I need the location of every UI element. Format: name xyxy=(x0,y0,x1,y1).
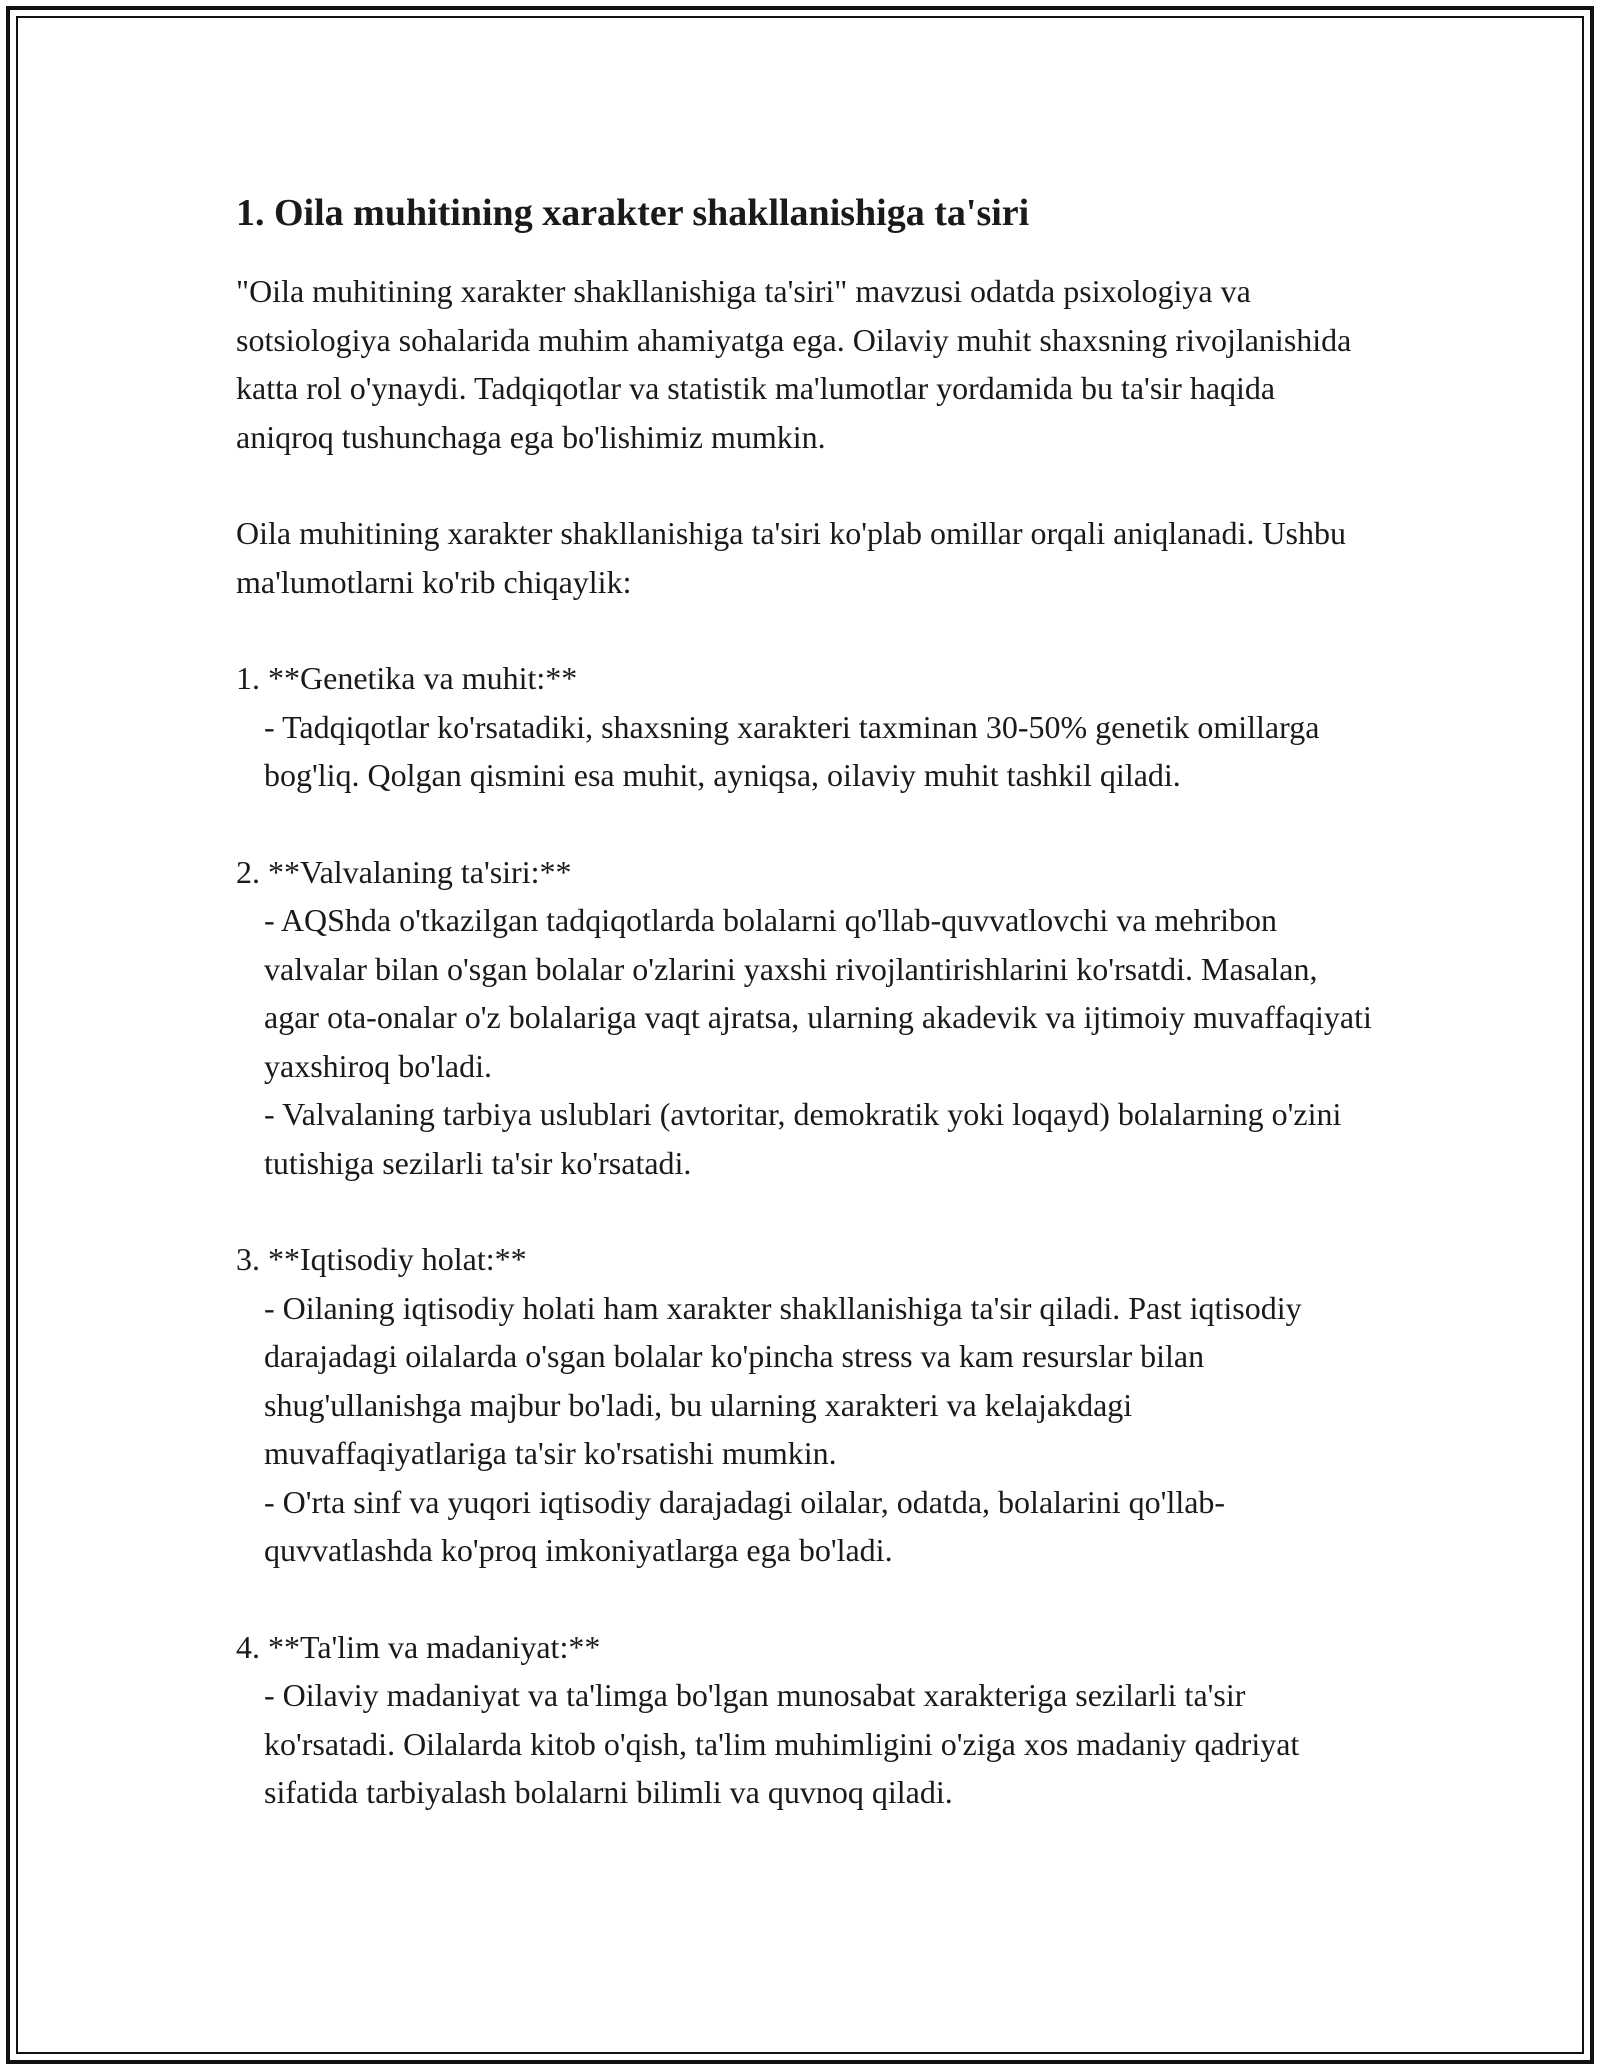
list-item-point: - Oilaviy madaniyat va ta'limga bo'lgan munosabat xarakteriga sezilarli ta'sir ko'rsatadi. Oilalarda kitob o'qish, ta'lim muhimligini o'ziga xos madaniy qadriyat sifatida tarbiyalash bolalarni bilimli va quvnoq qiladi. xyxy=(264,1677,1300,1810)
list-item-parents xyxy=(236,848,1376,1188)
list-item-point: - Tadqiqotlar ko'rsatadiki, shaxsning xarakteri taxminan 30-50% genetik omillarga bog'liq. Qolgan qismini esa muhit, ayniqsa, oilaviy muhit tashkil qiladi. xyxy=(264,708,1320,793)
document-title: 1. Oila muhitining xarakter shakllanishiga ta'siri xyxy=(236,192,1030,234)
list-item-heading: 2. **Valvalaning ta'siri:** xyxy=(236,853,572,890)
list-item-heading: 3. **Iqtisodiy holat:** xyxy=(236,1241,527,1277)
list-item-point: - O'rta sinf va yuqori iqtisodiy darajadagi oilalar, odatda, bolalarini qo'llab-quvvatlashda ko'proq imkoniyatlarga ega bo'ladi. xyxy=(264,1483,1226,1568)
intro-paragraph-2: Oila muhitining xarakter shakllanishiga ta'siri ko'plab omillar orqali aniqlanadi. Ushbu ma'lumotlarni ko'rib chiqaylik: xyxy=(236,515,1346,600)
list-item-education-culture xyxy=(236,1623,1376,1817)
list-item-heading: 4. **Ta'lim va madaniyat:** xyxy=(236,1628,601,1665)
list-item-point: - AQShda o'tkazilgan tadqiqotlarda bolalarni qo'llab-quvvatlovchi va mehribon valvalar bilan o'sgan bolalar o'zlarini yaxshi rivojlantirishlarini ko'rsatdi. Masalan, agar ota-onalar o'z bolalariga vaqt ajratsa, ularning akadevik va ijtimoiy muvaffaqiyati yaxshiroq bo'ladi. xyxy=(264,902,1372,1084)
list-item-economic-status xyxy=(236,1235,1376,1575)
intro-paragraph-1: "Oila muhitining xarakter shakllanishiga ta'siri" mavzusi odatda psixologiya va sotsiologiya sohalarida muhim ahamiyatga ega. Oilaviy muhit shaxsning rivojlanishida katta rol o'ynaydi. Tadqiqotlar va statistik ma'lumotlar yordamida bu ta'sir haqida aniqroq tushunchaga ega bo'lishimiz mumkin. xyxy=(236,273,1352,455)
list-item-point: - Oilaning iqtisodiy holati ham xarakter shakllanishiga ta'sir qiladi. Past iqtisodiy darajadagi oilalarda o'sgan bolalar ko'pincha stress va kam resurslar bilan shug'ullanishga majbur bo'ladi, bu ularning xarakteri va kelajakdagi muvaffaqiyatlariga ta'sir ko'rsatishi mumkin. xyxy=(264,1289,1302,1471)
list-item-genetics xyxy=(236,654,1376,800)
document-body xyxy=(236,185,1376,1817)
list-item-heading: 1. **Genetika va muhit:** xyxy=(236,660,578,696)
list-item-point: - Valvalaning tarbiya uslublari (avtoritar, demokratik yoki loqayd) bolalarning o'zini tutishiga sezilarli ta'sir ko'rsatadi. xyxy=(264,1096,1342,1181)
